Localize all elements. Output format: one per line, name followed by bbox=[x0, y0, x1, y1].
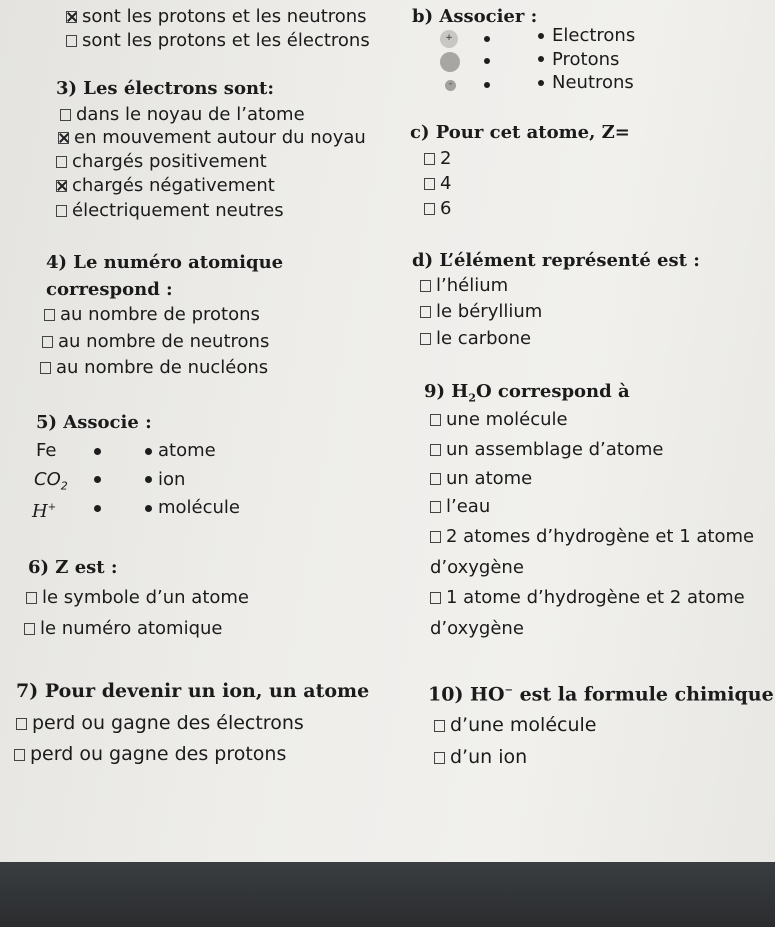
q7-option-1[interactable]: perd ou gagne des électrons bbox=[16, 712, 304, 734]
q2-option-1[interactable]: sont les protons et les neutrons bbox=[66, 6, 367, 28]
q7-option-2[interactable]: perd ou gagne des protons bbox=[14, 743, 286, 765]
q5-left-hplus: H+ bbox=[32, 501, 57, 522]
q5-right-atome: atome bbox=[158, 440, 216, 461]
q4-option-2[interactable]: au nombre de neutrons bbox=[42, 331, 269, 353]
checkbox[interactable] bbox=[424, 203, 435, 215]
checkbox[interactable] bbox=[420, 306, 431, 318]
qb-title: b) Associer : bbox=[412, 6, 538, 27]
q9-option-5[interactable]: 2 atomes d’hydrogène et 1 atome bbox=[430, 526, 754, 548]
checkbox[interactable] bbox=[420, 333, 431, 345]
checkbox[interactable] bbox=[430, 531, 441, 543]
q5-dot-right-3[interactable] bbox=[145, 505, 152, 512]
qd-option-2[interactable]: le béryllium bbox=[420, 301, 542, 323]
qb-dot-right-1[interactable] bbox=[538, 33, 544, 39]
checkbox[interactable] bbox=[40, 362, 51, 374]
checkbox[interactable] bbox=[26, 592, 37, 604]
checkbox[interactable] bbox=[56, 156, 67, 168]
qc-title: c) Pour cet atome, Z= bbox=[410, 122, 630, 143]
checkbox[interactable] bbox=[430, 473, 441, 485]
checkbox-checked[interactable] bbox=[66, 11, 77, 23]
q4-option-1[interactable]: au nombre de protons bbox=[44, 304, 260, 326]
qd-title: d) L’élément représenté est : bbox=[412, 250, 700, 271]
qc-option-6[interactable]: 6 bbox=[424, 198, 451, 220]
q3-option-5[interactable]: électriquement neutres bbox=[56, 200, 284, 222]
checkbox[interactable] bbox=[430, 414, 441, 426]
q5-right-ion: ion bbox=[158, 469, 186, 490]
checkbox[interactable] bbox=[430, 592, 441, 604]
checkbox[interactable] bbox=[16, 718, 27, 730]
q9-title: 9) $H_2O$ correspond à bbox=[424, 381, 630, 405]
q9-option-3[interactable]: un atome bbox=[430, 468, 532, 490]
q2-option-2[interactable]: sont les protons et les électrons bbox=[66, 30, 370, 52]
q10-option-1[interactable]: d’une molécule bbox=[434, 714, 596, 736]
q6-title: 6) Z est : bbox=[28, 557, 118, 578]
qd-option-1[interactable]: l’hélium bbox=[420, 275, 508, 297]
q4-title-line2: correspond : bbox=[46, 279, 173, 300]
q5-right-molecule: molécule bbox=[158, 497, 241, 518]
checkbox[interactable] bbox=[42, 336, 53, 348]
checkbox[interactable] bbox=[434, 720, 445, 732]
q5-dot-left-2[interactable] bbox=[94, 476, 101, 483]
q9-option-1[interactable]: une molécule bbox=[430, 409, 568, 431]
q5-dot-left-1[interactable] bbox=[94, 448, 101, 455]
q3-option-2[interactable]: en mouvement autour du noyau bbox=[58, 127, 366, 149]
q5-left-co2: $CO_2$ bbox=[34, 469, 68, 493]
checkbox[interactable] bbox=[424, 153, 435, 165]
qb-dot-right-2[interactable] bbox=[538, 56, 544, 62]
checkbox[interactable] bbox=[420, 280, 431, 292]
checkbox[interactable] bbox=[24, 623, 35, 635]
qb-right-neutrons: Neutrons bbox=[552, 72, 634, 93]
q5-title: 5) Associe : bbox=[36, 412, 152, 433]
q9-option-2[interactable]: un assemblage d’atome bbox=[430, 439, 663, 461]
q3-option-1[interactable]: dans le noyau de l’atome bbox=[60, 104, 305, 126]
q9-option-6[interactable]: 1 atome d’hydrogène et 2 atome bbox=[430, 587, 745, 609]
qb-dot-left-3[interactable] bbox=[484, 82, 490, 88]
qd-option-3[interactable]: le carbone bbox=[420, 328, 531, 350]
checkbox-checked[interactable] bbox=[56, 180, 67, 192]
q5-dot-left-3[interactable] bbox=[94, 505, 101, 512]
checkbox[interactable] bbox=[44, 309, 55, 321]
q6-option-2[interactable]: le numéro atomique bbox=[24, 618, 223, 640]
qb-right-electrons: Electrons bbox=[552, 25, 636, 46]
qb-dot-right-3[interactable] bbox=[538, 80, 544, 86]
q3-title: 3) Les électrons sont: bbox=[56, 78, 274, 99]
qc-option-2[interactable]: 2 bbox=[424, 148, 451, 170]
q3-option-4[interactable]: chargés négativement bbox=[56, 175, 275, 197]
qb-dot-left-1[interactable] bbox=[484, 36, 490, 42]
checkbox[interactable] bbox=[434, 752, 445, 764]
q9-option-4[interactable]: l’eau bbox=[430, 496, 490, 518]
q6-option-1[interactable]: le symbole d’un atome bbox=[26, 587, 249, 609]
checkbox[interactable] bbox=[430, 444, 441, 456]
q4-option-3[interactable]: au nombre de nucléons bbox=[40, 357, 268, 379]
q7-title: 7) Pour devenir un ion, un atome bbox=[16, 680, 370, 702]
q9-option-6-cont: d’oxygène bbox=[430, 618, 524, 639]
checkbox[interactable] bbox=[66, 35, 77, 47]
checkbox[interactable] bbox=[14, 749, 25, 761]
minus-icon: - bbox=[448, 79, 453, 89]
neutron-ball-icon bbox=[440, 52, 460, 72]
q5-left-fe: Fe bbox=[36, 440, 57, 461]
qc-option-4[interactable]: 4 bbox=[424, 173, 451, 195]
checkbox[interactable] bbox=[430, 501, 441, 513]
q5-dot-right-1[interactable] bbox=[145, 448, 152, 455]
q10-option-2[interactable]: d’un ion bbox=[434, 746, 527, 768]
q5-dot-right-2[interactable] bbox=[145, 476, 152, 483]
qb-dot-left-2[interactable] bbox=[484, 58, 490, 64]
checkbox[interactable] bbox=[60, 109, 71, 121]
q9-option-5-cont: d’oxygène bbox=[430, 557, 524, 578]
q10-title: 10) HO− est la formule chimique bbox=[428, 683, 774, 706]
q3-option-3[interactable]: chargés positivement bbox=[56, 151, 267, 173]
q4-title-line1: 4) Le numéro atomique bbox=[46, 252, 284, 273]
checkbox-checked[interactable] bbox=[58, 132, 69, 144]
plus-icon: + bbox=[445, 33, 453, 43]
checkbox[interactable] bbox=[424, 178, 435, 190]
checkbox[interactable] bbox=[56, 205, 67, 217]
qb-right-protons: Protons bbox=[552, 49, 620, 70]
desk-surface bbox=[0, 862, 775, 927]
